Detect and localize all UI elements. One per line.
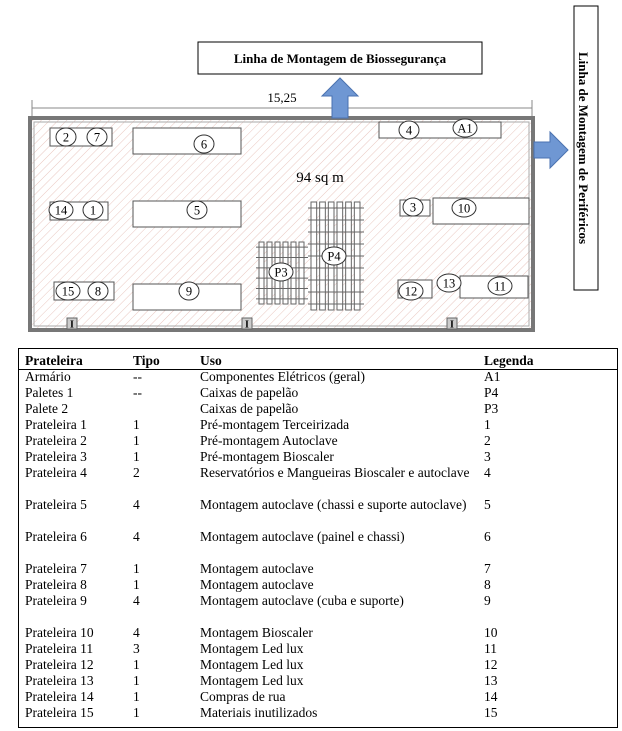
svg-text:6: 6 [200, 137, 208, 152]
shelf-5 [133, 201, 241, 227]
shelf-label-5 [187, 201, 207, 219]
table-cell: Paletes 1 [25, 385, 74, 400]
table-cell: Montagem Led lux [200, 673, 304, 688]
table-cell: 4 [133, 497, 140, 512]
table-cell: Prateleira 15 [25, 705, 94, 720]
shelf-6 [133, 128, 241, 154]
table-cell: Prateleira 5 [25, 497, 87, 512]
table-cell: Pré-montagem Terceirizada [200, 417, 350, 432]
table-cell: -- [133, 369, 142, 384]
svg-text:10: 10 [457, 201, 471, 216]
table-cell: Prateleira 3 [25, 449, 87, 464]
table-cell: A1 [484, 369, 501, 384]
shelf-label-p4 [322, 247, 346, 265]
table-cell: Prateleira 2 [25, 433, 87, 448]
svg-text:9: 9 [185, 284, 193, 299]
svg-text:11: 11 [493, 279, 507, 294]
svg-text:7: 7 [93, 130, 101, 145]
shelf-4 [379, 122, 501, 138]
shelf-label-3 [403, 198, 423, 216]
area-label: 94 sq m [296, 170, 344, 186]
table-cell: Caixas de papelão [200, 385, 299, 400]
table-cell: Prateleira 11 [25, 641, 94, 656]
side-line-label-box [574, 6, 598, 290]
table-cell: Montagem autoclave (cuba e suporte) [200, 593, 404, 608]
svg-text:I: I [245, 319, 249, 331]
table-cell: Compras de rua [200, 689, 286, 704]
table-cell: 11 [484, 641, 497, 656]
table-cell: 1 [133, 673, 140, 688]
table-cell: Montagem autoclave [200, 577, 314, 592]
table-cell: Reservatórios e Mangueiras Bioscaler e autoclave [200, 465, 470, 480]
table-cell: Montagem autoclave (chassi e suporte autoclave) [200, 497, 467, 512]
svg-text:P3: P3 [274, 265, 288, 280]
table-cell: 3 [484, 449, 491, 464]
svg-text:A1: A1 [457, 121, 473, 136]
table-cell: 4 [133, 593, 140, 608]
right-arrow-icon [534, 132, 568, 168]
table-cell: 1 [133, 433, 140, 448]
shelf-10 [433, 198, 529, 224]
table-cell: Prateleira 8 [25, 577, 87, 592]
shelf-label-a1 [453, 119, 477, 137]
table-cell: Prateleira 14 [25, 689, 94, 704]
up-arrow-icon [322, 78, 358, 118]
shelf-label-14 [49, 201, 73, 219]
shelf-label-7 [87, 128, 107, 146]
shelf-label-8 [88, 282, 108, 300]
table-cell: Caixas de papelão [200, 401, 299, 416]
svg-text:12: 12 [404, 284, 418, 299]
table-cell: Pré-montagem Bioscaler [200, 449, 334, 464]
table-cell: Prateleira 13 [25, 673, 94, 688]
table-cell: P4 [484, 385, 499, 400]
table-cell: 1 [133, 449, 140, 464]
table-header-cell: Uso [200, 353, 222, 368]
table-cell: Prateleira 12 [25, 657, 94, 672]
shelf-label-2 [56, 128, 76, 146]
table-header-cell: Legenda [484, 353, 534, 368]
top-line-label-box [198, 42, 482, 74]
svg-text:I: I [450, 319, 454, 331]
table-cell: 1 [484, 417, 491, 432]
svg-text:1: 1 [89, 203, 97, 218]
svg-text:2: 2 [62, 130, 70, 145]
svg-text:3: 3 [409, 200, 417, 215]
table-cell: Prateleira 4 [25, 465, 87, 480]
table-cell: 9 [484, 593, 491, 608]
table-cell: 12 [484, 657, 498, 672]
table-cell: Montagem Bioscaler [200, 625, 313, 640]
door-marker [67, 318, 77, 331]
door-marker [447, 318, 457, 331]
table-cell: Prateleira 7 [25, 561, 87, 576]
door-marker [242, 318, 252, 331]
table-cell: Montagem autoclave [200, 561, 314, 576]
table-cell: 8 [484, 577, 491, 592]
table-cell: 13 [484, 673, 498, 688]
table-cell: Montagem Led lux [200, 657, 304, 672]
dimension-label: 15,25 [267, 90, 297, 105]
shelf-label-12 [399, 282, 423, 300]
side-line-label: Linha de Montagem de Periféricos [576, 51, 592, 245]
table-cell: 1 [133, 417, 140, 432]
table-cell: 1 [133, 577, 140, 592]
table-cell: 4 [133, 625, 140, 640]
shelf-label-9 [179, 282, 199, 300]
table-cell: Prateleira 9 [25, 593, 87, 608]
table-cell: 14 [484, 689, 498, 704]
svg-text:4: 4 [405, 123, 413, 138]
table-cell: 1 [133, 561, 140, 576]
table-cell: Componentes Elétricos (geral) [200, 369, 365, 384]
table-header-cell: Prateleira [25, 353, 83, 368]
floor-plan [0, 0, 622, 340]
svg-text:P4: P4 [327, 249, 341, 264]
table-cell: 6 [484, 529, 491, 544]
shelf-label-4 [399, 121, 419, 139]
table-cell: 2 [133, 465, 140, 480]
table-cell: Pré-montagem Autoclave [200, 433, 338, 448]
table-cell: -- [133, 385, 142, 400]
svg-text:14: 14 [54, 203, 68, 218]
table-cell: 1 [133, 689, 140, 704]
svg-text:13: 13 [442, 276, 456, 291]
svg-text:15: 15 [61, 284, 75, 299]
shelf-label-p3 [269, 263, 293, 281]
table-cell: Materiais inutilizados [200, 705, 318, 720]
table-cell: 15 [484, 705, 498, 720]
table-cell: Prateleira 1 [25, 417, 87, 432]
table-cell: Palete 2 [25, 401, 69, 416]
shelf-label-11 [488, 277, 512, 295]
table-cell: Montagem autoclave (painel e chassi) [200, 529, 405, 544]
top-line-label: Linha de Montagem de Biossegurança [233, 51, 447, 66]
table-cell: 5 [484, 497, 491, 512]
svg-text:I: I [70, 319, 74, 331]
table-cell: 1 [133, 657, 140, 672]
dimension-line [32, 90, 532, 116]
table-cell: 1 [133, 705, 140, 720]
table-cell: Prateleira 10 [25, 625, 94, 640]
shelf-label-10 [452, 199, 476, 217]
svg-text:5: 5 [193, 203, 201, 218]
table-cell: Armário [25, 369, 71, 384]
table-header-cell: Tipo [133, 353, 160, 368]
table-cell: 4 [484, 465, 491, 480]
table-cell: 3 [133, 641, 140, 656]
table-cell: 7 [484, 561, 491, 576]
table-cell: Montagem Led lux [200, 641, 304, 656]
table-cell: 10 [484, 625, 498, 640]
svg-text:8: 8 [94, 284, 102, 299]
shelf-label-1 [83, 201, 103, 219]
table-cell: 4 [133, 529, 140, 544]
table-cell: Prateleira 6 [25, 529, 87, 544]
legend-table [18, 348, 618, 728]
table-cell: 2 [484, 433, 491, 448]
shelf-label-13 [437, 274, 461, 292]
table-cell: P3 [484, 401, 499, 416]
shelf-label-6 [194, 135, 214, 153]
shelf-label-15 [56, 282, 80, 300]
